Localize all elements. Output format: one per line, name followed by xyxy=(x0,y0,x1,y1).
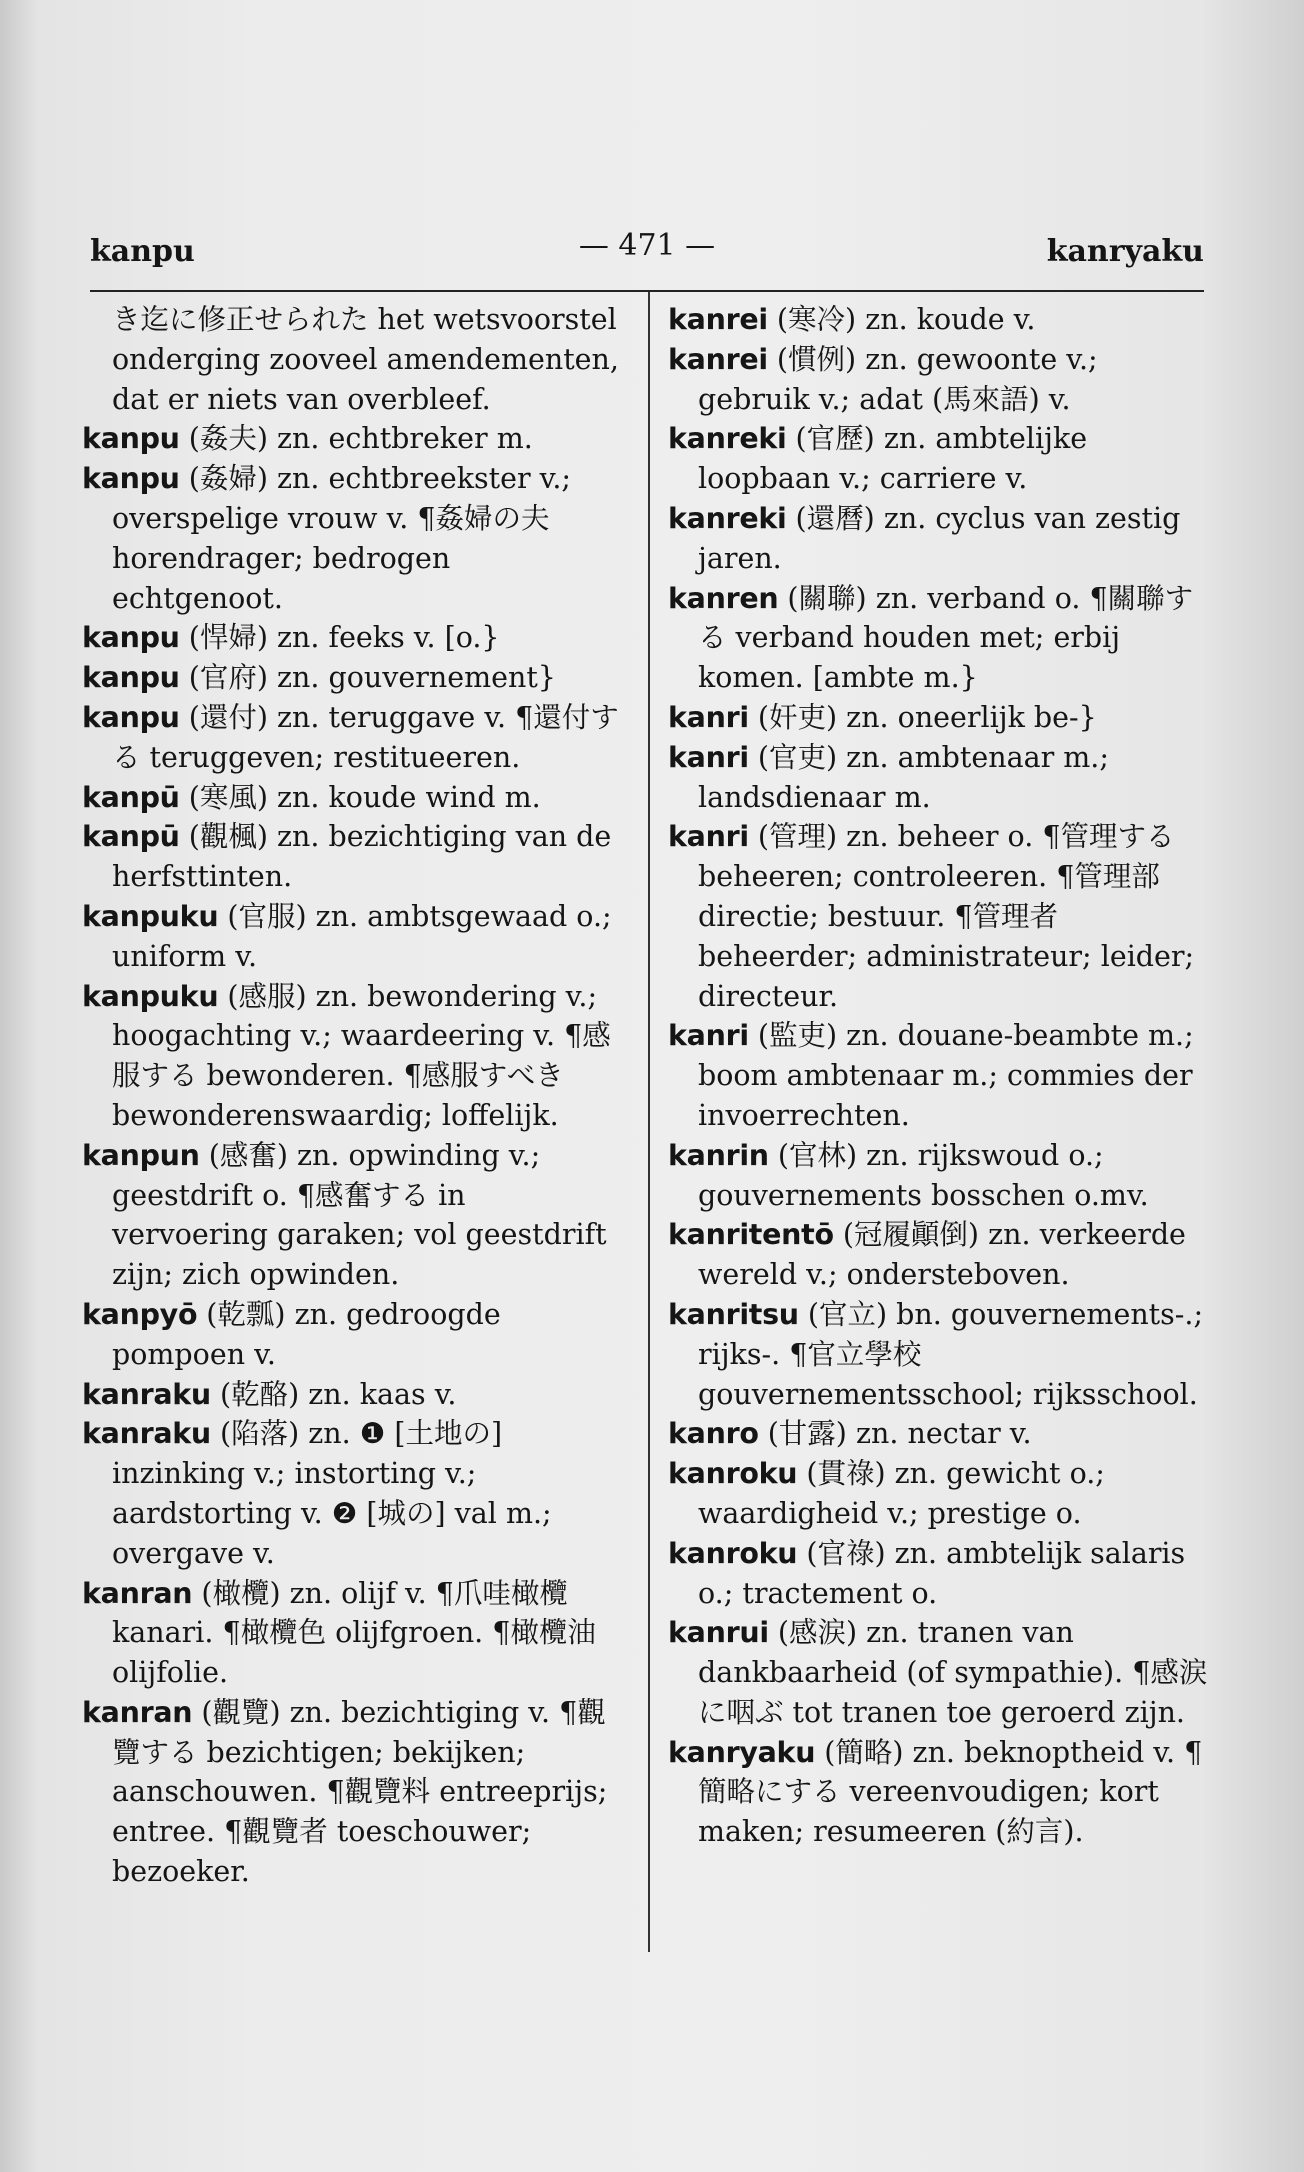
right-column xyxy=(668,300,1208,1852)
dictionary-entry xyxy=(668,1454,1208,1534)
entry-definition: (管理) zn. beheer o. ¶管理する beheeren; controleeren. ¶管理部 directie; bestuur. ¶管理者 beheerder; administrateur; leider; directeur. xyxy=(698,820,1195,1013)
right-guide-word: kanryaku xyxy=(1046,234,1204,269)
dictionary-entry xyxy=(668,1136,1208,1216)
entry-definition: (陷落) zn. ❶ [土地の] inzinking v.; instorting v.; aardstorting v. ❷ [城の] val m.; overgave v. xyxy=(112,1417,552,1570)
entry-definition: (關聯) zn. verband o. ¶關聯する verband houden met; erbij komen. [ambte m.} xyxy=(698,581,1194,695)
entry-definition: (官立) bn. gouvernements-.; rijks-. ¶官立學校 gouvernementsschool; rijksschool. xyxy=(698,1297,1204,1411)
entry-definition: (感奮) zn. opwinding v.; geestdrift o. ¶感奮する in vervoering garaken; vol geestdrift zijn; zich opwinden. xyxy=(112,1138,607,1292)
page-number: — 471 — xyxy=(578,228,716,263)
entry-definition: (姦婦) zn. echtbreekster v.; overspelige vrouw v. ¶姦婦の夫 horendrager; bedrogen echtgenoot. xyxy=(112,462,572,615)
entry-definition: (還曆) zn. cyclus van zestig jaren. xyxy=(698,501,1181,575)
entry-definition: (感服) zn. bewondering v.; hoogachting v.; waardeering v. ¶感服する bewonderen. ¶感服すべき bewonderenswaardig; loffelijk. xyxy=(112,979,611,1132)
dictionary-entry xyxy=(82,1375,624,1415)
entry-definition: (寒風) zn. koude wind m. xyxy=(188,780,541,814)
dictionary-entry xyxy=(82,698,624,778)
dictionary-entry xyxy=(82,1693,624,1892)
entry-headword: kanpuku xyxy=(82,899,219,933)
dictionary-entry xyxy=(82,778,624,818)
entry-headword: kanritentō xyxy=(668,1218,834,1252)
entry-definition: (官祿) zn. ambtelijk salaris o.; tractement o. xyxy=(698,1536,1186,1610)
entry-headword: kanran xyxy=(82,1576,193,1610)
dictionary-entry xyxy=(668,817,1208,1016)
entry-headword: kanrin xyxy=(668,1138,769,1172)
entry-definition: (寒冷) zn. koude v. xyxy=(776,303,1036,336)
header-rule xyxy=(90,290,1204,292)
entry-definition: (還付) zn. teruggave v. ¶還付する teruggeven; restitueeren. xyxy=(112,700,619,774)
dictionary-entry xyxy=(82,1574,624,1693)
dictionary-entry xyxy=(668,499,1208,579)
entry-definition: (官府) zn. gouvernement} xyxy=(188,661,556,695)
dictionary-entry xyxy=(82,300,624,419)
column-divider xyxy=(648,292,650,1952)
dictionary-entry xyxy=(668,1534,1208,1614)
entry-headword: kanren xyxy=(668,581,779,615)
dictionary-entry xyxy=(82,419,624,459)
entry-definition: (慣例) zn. gewoonte v.; gebruik v.; adat (馬來語) v. xyxy=(698,342,1098,416)
dictionary-entry xyxy=(668,1733,1208,1852)
entry-definition: (觀覽) zn. bezichtiging v. ¶觀覽する bezichtigen; bekijken; aanschouwen. ¶觀覽料 entreeprijs; entree. ¶觀覽者 toeschouwer; bezoeker. xyxy=(112,1695,608,1889)
entry-definition: (官林) zn. rijkswoud o.; gouvernements bosschen o.mv. xyxy=(698,1138,1149,1212)
dictionary-entry xyxy=(82,1414,624,1573)
entry-headword: kanritsu xyxy=(668,1297,799,1331)
entry-headword: kanpun xyxy=(82,1138,200,1172)
entry-definition: (橄欖) zn. olijf v. ¶爪哇橄欖 kanari. ¶橄欖色 olijfgroen. ¶橄欖油 olijfolie. xyxy=(112,1576,596,1690)
dictionary-entry xyxy=(668,419,1208,499)
entry-definition: (官吏) zn. ambtenaar m.; landsdienaar m. xyxy=(698,740,1109,814)
entry-definition: き迄に修正せられた het wetsvoorstel onderging zooveel amendementen, dat er niets van overbleef. xyxy=(112,303,619,416)
dictionary-entry xyxy=(668,698,1208,738)
entry-headword: kanri xyxy=(668,1019,749,1053)
entry-headword: kanpyō xyxy=(82,1297,198,1331)
dictionary-entry xyxy=(668,300,1208,340)
entry-definition: (貫祿) zn. gewicht o.; waardigheid v.; prestige o. xyxy=(698,1457,1105,1530)
entry-headword: kanreki xyxy=(668,422,787,456)
entry-headword: kanroku xyxy=(668,1457,798,1491)
entry-headword: kanpū xyxy=(82,820,180,854)
entry-headword: kanri xyxy=(668,820,749,854)
dictionary-entry xyxy=(668,340,1208,420)
entry-headword: kanri xyxy=(668,740,749,774)
entry-definition: (監吏) zn. douane-beambte m.; boom ambtenaar m.; commies der invoerrechten. xyxy=(698,1019,1194,1132)
entry-definition: (感涙) zn. tranen van dankbaarheid (of sympathie). ¶感涙に咽ぶ tot tranen toe geroerd zijn. xyxy=(698,1616,1208,1729)
entry-headword: kanpu xyxy=(82,700,180,734)
entry-definition: (官歷) zn. ambtelijke loopbaan v.; carriere v. xyxy=(698,422,1088,496)
dictionary-entry xyxy=(82,1136,624,1295)
entry-headword: kanpū xyxy=(82,780,180,814)
entry-headword: kanroku xyxy=(668,1536,798,1570)
entry-headword: kanro xyxy=(668,1417,759,1451)
entry-definition: (乾酪) zn. kaas v. xyxy=(219,1377,457,1411)
entry-headword: kanri xyxy=(668,700,749,734)
entry-definition: (甘露) zn. nectar v. xyxy=(767,1417,1032,1451)
page-header xyxy=(90,228,1204,272)
entry-definition: (奸吏) zn. oneerlijk be-} xyxy=(757,700,1097,734)
entry-headword: kanpuku xyxy=(82,979,219,1013)
entry-headword: kanran xyxy=(82,1695,193,1729)
entry-headword: kanraku xyxy=(82,1377,211,1411)
entry-headword: kanrei xyxy=(668,342,768,376)
dictionary-entry xyxy=(668,1613,1208,1732)
dictionary-entry xyxy=(668,579,1208,698)
entry-definition: (悍婦) zn. feeks v. [o.} xyxy=(188,621,500,655)
dictionary-entry xyxy=(82,977,624,1136)
entry-headword: kanrui xyxy=(668,1616,769,1650)
dictionary-entry xyxy=(668,1016,1208,1135)
left-column xyxy=(82,300,624,1892)
entry-definition: (觀楓) zn. bezichtiging van de herfsttinten. xyxy=(112,820,612,894)
dictionary-entry xyxy=(82,658,624,698)
dictionary-entry xyxy=(82,817,624,897)
entry-headword: kanpu xyxy=(82,462,180,496)
entry-headword: kanrei xyxy=(668,303,768,336)
dictionary-entry xyxy=(668,1414,1208,1454)
entry-definition: (姦夫) zn. echtbreker m. xyxy=(188,422,533,456)
entry-headword: kanreki xyxy=(668,501,787,535)
entry-definition: (簡略) zn. beknoptheid v. ¶簡略にする vereenvoudigen; kort maken; resumeeren (約言). xyxy=(698,1735,1203,1849)
dictionary-entry xyxy=(82,1295,624,1375)
dictionary-entry xyxy=(82,618,624,658)
entry-definition: (官服) zn. ambtsgewaad o.; uniform v. xyxy=(112,899,612,973)
entry-headword: kanraku xyxy=(82,1417,211,1451)
entry-definition: (冠履顚倒) zn. verkeerde wereld v.; ondersteboven. xyxy=(698,1218,1186,1292)
entry-headword: kanryaku xyxy=(668,1735,816,1769)
dictionary-entry xyxy=(668,1215,1208,1295)
dictionary-entry xyxy=(668,738,1208,818)
entry-headword: kanpu xyxy=(82,661,180,695)
dictionary-entry xyxy=(82,897,624,977)
entry-headword: kanpu xyxy=(82,422,180,456)
left-guide-word: kanpu xyxy=(90,234,195,269)
dictionary-entry xyxy=(668,1295,1208,1414)
entry-headword: kanpu xyxy=(82,621,180,655)
entry-definition: (乾瓢) zn. gedroogde pompoen v. xyxy=(112,1297,501,1371)
dictionary-entry xyxy=(82,459,624,618)
